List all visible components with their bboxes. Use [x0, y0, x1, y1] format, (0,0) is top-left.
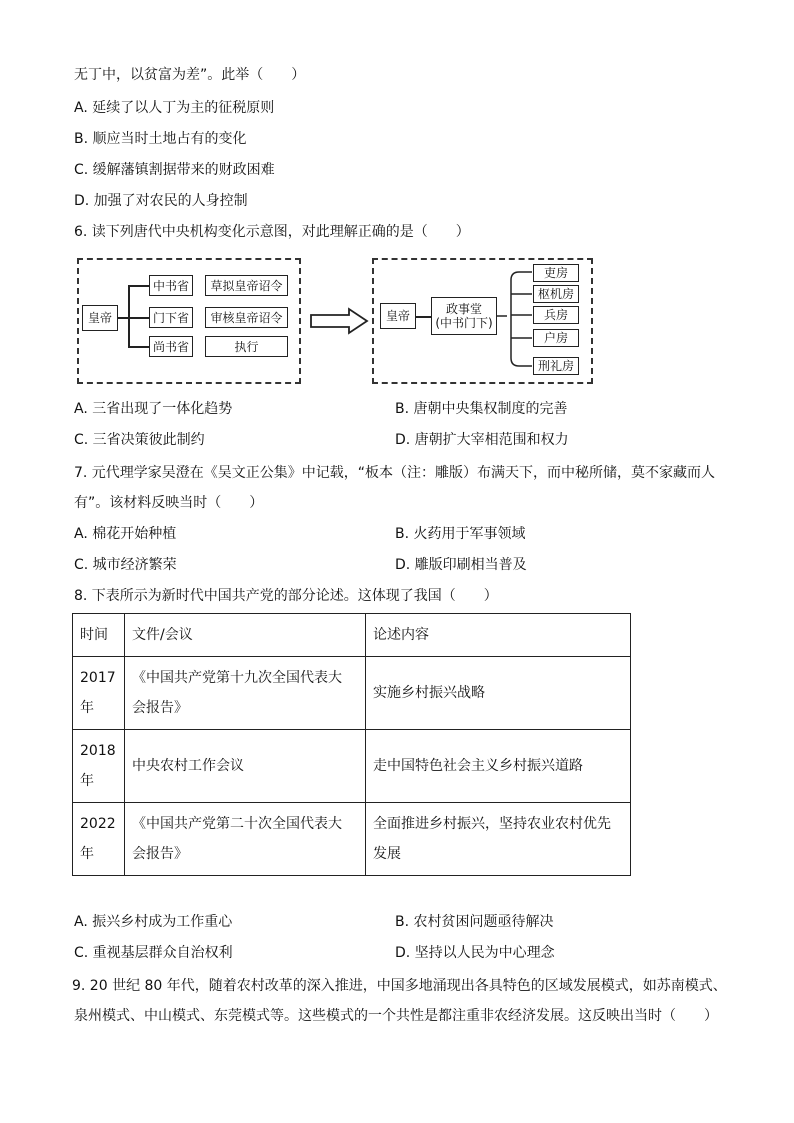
bracket-connector — [497, 268, 533, 370]
q7-option-c: C. 城市经济繁荣 — [74, 557, 177, 573]
connector — [128, 285, 149, 287]
year-cell — [73, 803, 125, 876]
document-cell — [125, 803, 366, 876]
document-line1: 《中国共产党第十九次全国代表大 — [132, 670, 342, 686]
document-cell — [125, 657, 366, 730]
table-header-row — [73, 614, 631, 657]
zhongshu-node: 中书省 — [149, 275, 193, 296]
room-shuji-node: 枢机房 — [533, 285, 579, 303]
connector — [128, 317, 149, 319]
zhengshitang-node — [431, 297, 497, 335]
table-row — [73, 803, 631, 876]
document-line1: 《中国共产党第二十次全国代表大 — [132, 816, 342, 832]
q6-option-c: C. 三省决策彼此制约 — [74, 432, 205, 448]
q7-option-d: D. 雕版印刷相当普及 — [395, 557, 527, 573]
content-cell: 走中国特色社会主义乡村振兴道路 — [366, 730, 631, 803]
year-unit: 年 — [80, 846, 94, 862]
q6-stem: 6. 读下列唐代中央机构变化示意图，对此理解正确的是（ ） — [74, 224, 470, 240]
q5-stem-tail: 无丁中，以贫富为差”。此举（ ） — [74, 67, 306, 83]
document-line2: 会报告》 — [132, 846, 188, 862]
q8-option-d: D. 坚持以人民为中心理念 — [395, 945, 555, 961]
execute-node: 执行 — [205, 336, 288, 357]
q6-option-a: A. 三省出现了一体化趋势 — [74, 401, 233, 417]
q6-option-b: B. 唐朝中央集权制度的完善 — [395, 401, 568, 417]
year-unit: 年 — [80, 773, 94, 789]
year-cell — [73, 657, 125, 730]
header-cell-content: 论述内容 — [366, 614, 631, 657]
q5-option-d: D. 加强了对农民的人身控制 — [74, 193, 248, 209]
q8-option-c: C. 重视基层群众自治权利 — [74, 945, 233, 961]
room-bing-node: 兵房 — [533, 306, 579, 324]
connector — [128, 346, 149, 348]
header-cell-time: 时间 — [73, 614, 125, 657]
document-line2: 会报告》 — [132, 700, 188, 716]
q7-stem-line2: 有”。该材料反映当时（ ） — [74, 495, 264, 511]
connector — [128, 285, 130, 347]
zhengshitang-subtitle: (中书门下) — [435, 316, 493, 330]
q9-stem-line2: 泉州模式、中山模式、东莞模式等。这些模式的一个共性是都注重非农经济发展。这反映出当时（ ） — [74, 1008, 718, 1024]
content-cell — [366, 803, 631, 876]
q8-option-b: B. 农村贫困问题亟待解决 — [395, 914, 554, 930]
content-line1: 全面推进乡村振兴，坚持农业农村优先 — [373, 816, 611, 832]
policy-table — [72, 613, 631, 876]
document-cell: 中央农村工作会议 — [125, 730, 366, 803]
content-cell: 实施乡村振兴战略 — [366, 657, 631, 730]
header-cell-document: 文件/会议 — [125, 614, 366, 657]
q5-option-a: A. 延续了以人丁为主的征税原则 — [74, 100, 275, 116]
shangshu-node: 尚书省 — [149, 336, 193, 357]
q7-stem-line1: 7. 元代理学家吴澄在《吴文正公集》中记载，“板本（注：雕版）布满天下，而中秘所储，莫不家藏而人 — [74, 465, 716, 481]
draft-edict-node: 草拟皇帝诏令 — [205, 275, 288, 296]
table-row — [73, 657, 631, 730]
q9-stem-line1: 9. 20 世纪 80 年代，随着农村改革的深入推进，中国多地涌现出各具特色的区域发展模式，如苏南模式、 — [72, 978, 727, 994]
room-xingli-node: 刑礼房 — [533, 357, 579, 375]
year-number: 2022 — [80, 816, 116, 832]
q8-option-a: A. 振兴乡村成为工作重心 — [74, 914, 233, 930]
connector — [118, 317, 128, 319]
room-li-node: 吏房 — [533, 264, 579, 282]
room-hu-node: 户房 — [533, 329, 579, 347]
menxia-node: 门下省 — [149, 307, 193, 328]
content-line2: 发展 — [373, 846, 401, 862]
year-number: 2017 — [80, 670, 116, 686]
q8-stem: 8. 下表所示为新时代中国共产党的部分论述。这体现了我国（ ） — [74, 588, 498, 604]
connector — [416, 316, 431, 318]
year-unit: 年 — [80, 700, 94, 716]
emperor-node-after: 皇帝 — [380, 303, 416, 329]
year-number: 2018 — [80, 743, 116, 759]
review-edict-node: 审核皇帝诏令 — [205, 307, 288, 328]
q7-option-a: A. 棉花开始种植 — [74, 526, 177, 542]
emperor-node-before: 皇帝 — [82, 305, 118, 331]
zhengshitang-title: 政事堂 — [445, 302, 482, 316]
q7-option-b: B. 火药用于军事领域 — [395, 526, 526, 542]
transition-arrow-icon — [309, 307, 369, 335]
q5-option-c: C. 缓解藩镇割据带来的财政困难 — [74, 162, 275, 178]
year-cell — [73, 730, 125, 803]
q6-option-d: D. 唐朝扩大宰相范围和权力 — [395, 432, 569, 448]
table-row — [73, 730, 631, 803]
q5-option-b: B. 顺应当时土地占有的变化 — [74, 131, 247, 147]
